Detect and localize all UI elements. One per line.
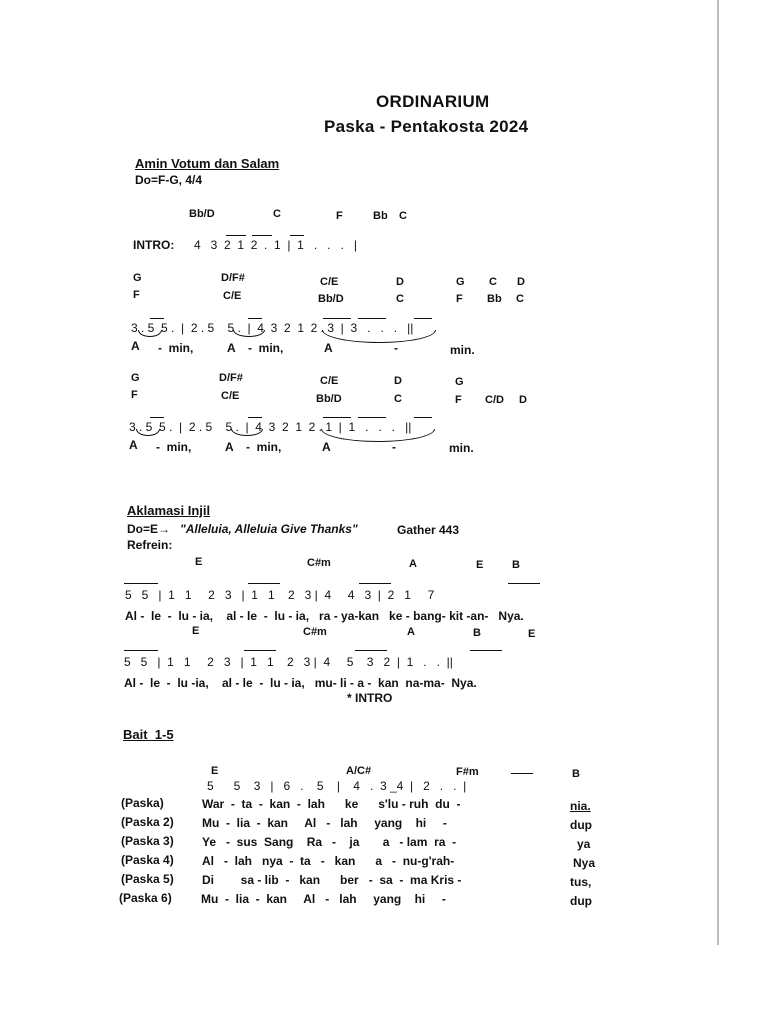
lyric-line: Al - le - lu -ia, al - le - lu - ia, mu- li - a - kan na-ma- Nya. <box>124 676 477 690</box>
verse-lyric: Al - lah nya - ta - kan a - nu-g'rah- <box>202 854 455 868</box>
lyric: - min, <box>156 440 192 454</box>
chord: D/F# <box>221 272 245 284</box>
chord: E <box>195 556 203 568</box>
beam <box>150 318 164 319</box>
aklamasi-song-title: "Alleluia, Alleluia Give Thanks" <box>180 522 358 536</box>
chord: D/F# <box>219 372 243 384</box>
chord: F <box>456 293 463 305</box>
beam <box>290 235 304 236</box>
section-heading-aklamasi: Aklamasi Injil <box>127 503 211 518</box>
chord: Bb <box>487 293 502 305</box>
beam <box>355 650 387 651</box>
intro-chord: C <box>273 208 281 220</box>
beam <box>323 318 351 319</box>
beam <box>252 235 272 236</box>
chord: A/C# <box>346 765 372 777</box>
slur <box>138 330 162 337</box>
chord: F <box>133 289 140 301</box>
beam <box>508 583 540 584</box>
chord: A <box>407 626 415 638</box>
title-ordinarium: ORDINARIUM <box>376 92 490 111</box>
chord: D <box>396 276 404 288</box>
chord: C#m <box>303 626 327 638</box>
verse-lyric: War - ta - kan - lah ke s'lu - ruh du - <box>202 797 461 811</box>
verse-lyric: Di sa - lib - kan ber - sa - ma Kris - <box>202 873 462 887</box>
beam <box>248 417 262 418</box>
melody-notes: 3 . 5 5 . | 2 . 5 5 . | 4 3 2 1 2 . 1 | 1 . . . || <box>129 420 412 434</box>
beam <box>414 417 432 418</box>
beam <box>358 417 386 418</box>
intro-chord: Bb <box>373 210 388 222</box>
verse-label: (Paska 2) <box>121 815 174 829</box>
melody-notes: 5 5 3 | 6 . 5 | 4 . 3 _4 | 2 . . | <box>207 779 467 793</box>
beam <box>226 235 246 236</box>
slur <box>233 330 265 337</box>
aklamasi-key: Do=E→ <box>127 522 171 536</box>
beam <box>150 417 164 418</box>
intro-instruction: * INTRO <box>347 691 393 705</box>
beam <box>359 583 391 584</box>
verse-label: (Paska 4) <box>121 853 174 867</box>
chord: B <box>512 559 520 571</box>
verse-lyric-end: tus, <box>570 875 592 889</box>
title-season: Paska - Pentakosta 2024 <box>324 117 529 136</box>
chord: Bb/D <box>316 393 342 405</box>
verse-lyric-end: dup <box>570 818 592 832</box>
chord: D <box>517 276 525 288</box>
chord: C <box>489 276 497 288</box>
lyric: - min, <box>158 341 194 355</box>
chord: B <box>572 768 580 780</box>
intro-label: INTRO: <box>133 238 175 252</box>
chord: B <box>473 627 481 639</box>
melody-notes: 5 5 | 1 1 2 3 | 1 1 2 3 | 4 4 3 | 2 1 7 <box>125 588 435 602</box>
section-heading-amin: Amin Votum dan Salam <box>135 156 280 171</box>
chord: D <box>519 394 527 406</box>
verse-label: (Paska 5) <box>121 872 174 886</box>
chord: E <box>476 559 484 571</box>
chord: Bb/D <box>318 293 344 305</box>
refrein-label: Refrein: <box>127 538 173 552</box>
verse-lyric: Mu - lia - kan Al - lah yang hi - <box>201 892 446 906</box>
chord: C <box>394 393 402 405</box>
lyric: A <box>129 438 138 452</box>
chord: D <box>394 375 402 387</box>
lyric: A <box>322 440 331 454</box>
melody-notes: 3 . 5 5 . | 2 . 5 5 . | 4 3 2 1 2 . 3 | 3 . . . || <box>131 321 414 335</box>
slur <box>231 429 263 436</box>
chord: G <box>131 372 140 384</box>
beam <box>248 583 280 584</box>
page-edge <box>717 0 719 945</box>
lyric: - min, <box>246 440 282 454</box>
intro-chord: F <box>336 210 343 222</box>
lyric: - <box>392 440 396 454</box>
chord: G <box>456 276 465 288</box>
chord: F <box>131 389 138 401</box>
lyric: - min, <box>248 341 284 355</box>
chord: G <box>455 376 464 388</box>
verse-label: (Paska 6) <box>119 891 172 905</box>
lyric: - <box>394 341 398 355</box>
beam <box>358 318 386 319</box>
chord: C/E <box>223 290 242 302</box>
lyric: A <box>227 341 236 355</box>
chord: A <box>409 558 417 570</box>
chord: C/E <box>320 375 339 387</box>
slur <box>321 429 435 442</box>
lyric-line: Al - le - lu - ia, al - le - lu - ia, ra - ya-kan ke - bang- kit -an- Nya. <box>125 609 524 623</box>
slur <box>136 429 160 436</box>
chord: C/D <box>485 394 504 406</box>
lyric: A <box>225 440 234 454</box>
chord: C/E <box>320 276 339 288</box>
slur <box>322 330 436 343</box>
melody-notes: 5 5 | 1 1 2 3 | 1 1 2 3 | 4 5 3 2 | 1 . . || <box>124 655 453 669</box>
intro-chord: C <box>399 210 407 222</box>
beam <box>414 318 432 319</box>
lyric: A <box>131 339 140 353</box>
verse-lyric: Ye - sus Sang Ra - ja a - lam ra - <box>202 835 457 849</box>
chord: C/E <box>221 390 240 402</box>
lyric: min. <box>449 441 474 455</box>
section-heading-bait: Bait 1-5 <box>123 727 174 742</box>
lyric: min. <box>450 343 475 357</box>
beam <box>124 650 158 651</box>
beam <box>511 773 533 774</box>
verse-label: (Paska 3) <box>121 834 174 848</box>
chord: C#m <box>307 557 331 569</box>
verse-label: (Paska) <box>121 796 164 810</box>
verse-lyric: Mu - lia - kan Al - lah yang hi - <box>202 816 447 830</box>
intro-chord: Bb/D <box>189 208 215 220</box>
beam <box>124 583 158 584</box>
chord: G <box>133 272 142 284</box>
chord: F <box>455 394 462 406</box>
aklamasi-gather: Gather 443 <box>397 523 460 537</box>
chord: C <box>396 293 404 305</box>
chord: E <box>528 628 536 640</box>
beam <box>323 417 351 418</box>
beam <box>248 318 262 319</box>
verse-lyric-end: nia. <box>570 799 591 813</box>
chord: E <box>192 625 200 637</box>
chord: C <box>516 293 524 305</box>
amin-key: Do=F-G, 4/4 <box>135 173 203 187</box>
lyric: A <box>324 341 333 355</box>
verse-lyric-end: dup <box>570 894 592 908</box>
verse-lyric-end: ya <box>577 837 591 851</box>
verse-lyric-end: Nya <box>573 856 596 870</box>
beam <box>470 650 502 651</box>
beam <box>244 650 276 651</box>
chord: F#m <box>456 766 479 778</box>
intro-notes: 4 3 2 1 2 . 1 | 1 . . . | <box>194 238 357 252</box>
chord: E <box>211 765 219 777</box>
